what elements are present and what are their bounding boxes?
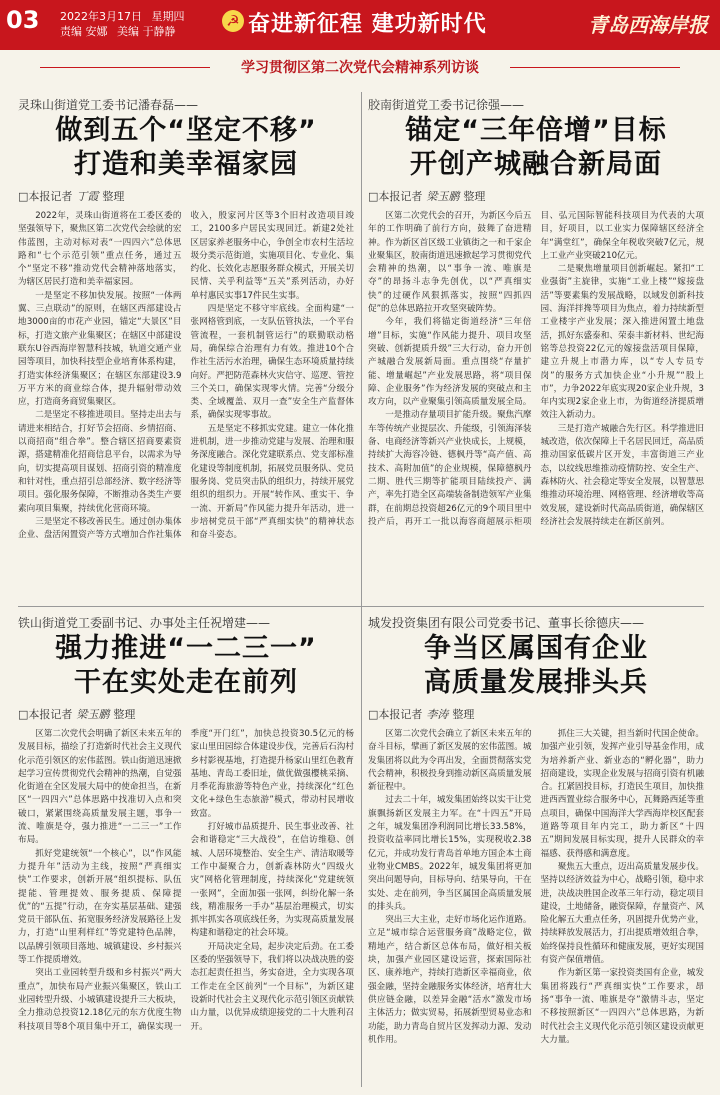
editor-credit: 责编 安娜 (60, 25, 108, 38)
article-byline (18, 188, 354, 204)
paragraph: 一是推动存量项目扩能升级。聚焦汽摩车等传统产业提层次、升能级，引领海泽装备、电商经济等新兴产业快成长，上规模，持续扩大海容冷链、德枫丹等“高产值、高技术、高附加值”的企业规模，保障德枫丹二期、胜代三期等扩能项目陆续投产、满产，率先打造全区高端装备制造领军产业集群，在前期总投资超26亿元的9个项目里中投产后，再开工一批以海容商超展示柜项目、弘元国际智能科技项目为代表的大项目，好项目，以工业实力保障辖区经济全年“满堂红”，确保全年税收突破7亿元，规上工业产业突破210亿元。 (368, 211, 704, 527)
paragraph: 抓好党建统领“一个核心”，以“作风能力提升年”活动为主线，按照“严真细实快”工作要求，创新开展“组织提标、队伍提能、管理提效、服务提质、保障提优”的“五提”行动，在夯实基层基础、建强党员干部队伍、拓宽服务经济发展路径上发力，打造“山里利样红”等党建特色品牌，以品牌引领项目落地、城镇建设、乡村振兴等工作提质增效。 (18, 848, 182, 966)
article-lingzhushan (18, 96, 354, 601)
article-body (368, 728, 704, 1047)
headline-line-2: 高质量发展排头兵 (424, 667, 648, 698)
headline-line-1: 锚定“三年倍增”目标 (405, 115, 667, 146)
headline-line-2: 开创产城融合新局面 (410, 149, 662, 180)
byline-suffix: 整理 (452, 708, 475, 721)
article-body (368, 210, 704, 529)
paragraph: 聚焦五大重点，迈出高质量发展步伐。坚持以经济效益为中心，战略引领，稳中求进，决战决胜国企改革三年行动，稳定项目建设，土地储备，融资保障，存量资产、风险化解五大重点任务，巩固提升优势产业，持续释放发展活力，打出提质增效组合拳，始终保持良性循环和健康发展，更好实现国有资产保值增值。 (540, 861, 704, 966)
byline-suffix: 整理 (113, 708, 136, 721)
paragraph: 区第二次党代会明确了新区未来五年的发展目标，描绘了打造新时代社会主义现代化示范引领区的宏伟蓝图。铁山街道迅速掀起学习宣传贯彻党代会精神的热潮，自觉强化街道在全区发展大局中的使命担当，在新区“一四四六”总体思路中找准切入点和突破口，紧紧围绕高质量发展主题，事争一流、唯旗是夺，强力推进“一二三一”工作布局。 (18, 729, 182, 846)
article-kicker: 灵珠山街道党工委书记潘春磊—— (18, 98, 199, 112)
byline-prefix: □本报记者 (368, 708, 423, 721)
paragraph: 2022年，灵珠山街道将在工委区委的坚强领导下，聚焦区第二次党代会绘就的宏伟蓝图，主动对标对表“一四四六”总体思路和“七个示范引领”重点任务，通过五个“坚定不移”推动党代会精神落地落实，为辖区居民打造和美幸福家园。 (18, 211, 182, 288)
paragraph: 三是坚定不移改善民生。通过创办集体企业、盘活闲置资产等方式增加合作社集体收入，殷家河片区等3个旧村改造项目竣工，2100多户居民实现回迁。新建2处社区居家养老服务中心，争创全市农村生活垃圾分类示范街道，实施项目化、专业化、集约化、长效化志愿服务群众模式，开展关切民情、关乎利益等“五关”系列活动，办好单村惠民实事17件民生实事。 (18, 211, 354, 541)
paragraph: 突出工业园转型升级和乡村振兴“两大重点”，加快布局产业振兴集聚区，铁山工业园转型升级、小城镇建设提升三大板块，全力推动总投资12.18亿元的东方优度生物科技项目等8个项目集中开工，确保实现一季度“开门红”，加快总投资30.5亿元的杨家山里田园综合体建设步伐，完善后石沟村乡村影视基地，打造提升杨家山里红色教育基地、青岛工委旧址，做优做强樱桃采摘、月季花海旅游等特色产业，持续深化“红色文化+绿色生态旅游”模式，带动村民增收致富。 (18, 729, 354, 1032)
byline-prefix: □本报记者 (18, 708, 73, 721)
paragraph: 开局决定全局，起步决定后劲。在工委区委的坚强领导下，我们将以决战决胜的姿态扛起责任担当，务实奋进，全力实现各项工作走在全区前列“一个目标”，为新区建设新时代社会主义现代化示范引领区贡献铁山力量，以优异成绩迎接党的二十大胜利召开。 (190, 941, 354, 1032)
paragraph: 抓住三大关键，担当新时代国企使命。加强产业引领，发挥产业引导基金作用，成为培养新产业、新业态的“孵化器”，助力招商建设，实现企业发展与招商引资有机融合。扛紧固投目标，打造民生项目，加快推进西西置业综合服务中心，瓦舞路西延等重点项目，确保中国海洋大学西海岸校区配套道路等项目年内完工，助力新区“十四五”期间发展目标实现，提升人民群众的幸福感、获得感和满意度。 (540, 729, 704, 859)
series-banner (0, 54, 720, 82)
article-chengfa (368, 614, 704, 1090)
designer-credit: 美编 于静静 (117, 25, 176, 38)
byline-prefix: □本报记者 (368, 190, 423, 203)
paragraph: 三是打造产城融合先行区。科学推进旧城改造，依次保障上千名居民回迁，高品质推动国家低碳片区开发，丰富街道三产业态，以纹线思维推动疫情防控、安全生产、森林防火、社会稳定等安全发展，以智慧思维推动环境治理、网格管理、经济增收等高效发展，建设新时代高品质街道，确保辖区经济社会发展持续走在新区前列。 (540, 423, 704, 527)
series-rule-right (510, 67, 680, 68)
column-divider (361, 92, 362, 1087)
paragraph: 四是坚定不移守牢底线。全面构建“一张网格管到底，一支队伍管执法，一个平台管流程，一套机制管运行”的联勤联动格局，确保综合治理有力有效。推进10个合作社生活污水治理，确保生态环境质量持续向好。严把防范森林火灾信守、巡逻、管控三个关口，确保实现零火情。完善“分级分类、全域覆盖、双月一查”安全生产监督体系，确保实现零事故。 (190, 304, 354, 421)
paragraph: 突出三大主业，走好市场化运作道路。立足“城市综合运营服务商”战略定位，做精地产，结合新区总体布局，做好相关板块，加强产业园区建设运营，探索国际社区、康养地产，持续打造新区幸福商业，依强金融，坚持金融服务实体经济，培育壮大供应链金融，以差异金融“活水”激发市场主体活力；做实贸易，拓展新型贸易业态和功能，助力青岛自贸片区发挥动力源、发动机作用。 (368, 915, 532, 1045)
headline-line-2: 干在实处走在前列 (74, 667, 298, 698)
byline-suffix: 整理 (102, 190, 125, 203)
article-byline (368, 706, 704, 722)
headline-line-1: 强力推进“一二三一” (55, 633, 317, 664)
article-body (18, 210, 354, 542)
paragraph: 二是坚定不移推进项目。坚持走出去与请进来相结合，打好节会招商、乡情招商、以商招商“组合拳”。整合辖区招商要素资源，搭建精准化招商信息平台，以需求为导向，切实提高项目谋划、招商引资的精准度和针对性，重点招引总部经济、数字经济等项目。强化服务保障，不断推动各类生产要素向项目集聚，持续优化营商环境。 (18, 410, 182, 514)
byline-prefix: □本报记者 (18, 190, 73, 203)
paragraph: 打好城市品质提升、民生事业改善、社会和谐稳定“三大战役”，在信访维稳、创城、人居环境整治、安全生产、清洁取暖等工作中凝聚合力，创新森林防火“四级火灾”网格化管理制度，持续深化“党建统领一张网”，全面加强一张网，纠纷化解一条线，精准服务一手办”基层治理模式，切实抓牢抓实各项底线任务，为实现高质量发展构建和谐稳定的社会环境。 (190, 822, 354, 939)
paragraph: 区第二次党代会的召开，为新区今后五年的工作明确了前行方向，鼓舞了奋进精神。作为新区首区级工业镇街之一和千家企业聚集区，胶南街道迅速掀起学习贯彻党代会精神的热潮，以“事争一流、唯旗是夺”的昂扬斗志争先创优，以“严真细实快”的过硬作风狠抓落实，按照“四抓四促”的总体思路拉开攻坚突破阵势。 (368, 211, 532, 315)
article-headline (368, 114, 704, 182)
headline-line-2: 打造和美幸福家园 (74, 149, 298, 180)
article-kicker: 铁山街道党工委副书记、办事处主任祝增建—— (18, 616, 271, 630)
article-kicker: 城发投资集团有限公司党委书记、董事长徐德庆—— (368, 616, 645, 630)
article-jiaonan (368, 96, 704, 601)
issue-weekday: 星期四 (151, 10, 185, 23)
party-emblem-icon: ☭ (222, 10, 244, 32)
reporter-name: 丁霞 (76, 190, 99, 203)
page-number: 03 (6, 6, 40, 34)
article-kicker: 胶南街道党工委书记徐强—— (368, 98, 525, 112)
byline-suffix: 整理 (463, 190, 486, 203)
newspaper-logo: 青岛西海岸报 (588, 13, 708, 37)
issue-info (60, 9, 191, 39)
headline-line-1: 做到五个“坚定不移” (55, 115, 317, 146)
article-headline (18, 632, 354, 700)
paragraph: 今年，我们将锚定街道经济“三年倍增”目标，实施“作风能力提升、项目攻坚突破、创新提质升级”三大行动，奋力开创产城融合发展新局面。重点围绕“存量扩能、增量崛起”产业发展思路，将“项目保障、企业服务”作为经济发展的突破点和主攻方向，以产业聚集引领高质量发展全局。 (368, 317, 532, 408)
section-divider (18, 606, 704, 607)
headline-line-1: 争当区属国有企业 (424, 633, 648, 664)
reporter-name: 梁玉鹏 (76, 708, 110, 721)
masthead (0, 0, 720, 50)
article-tieshan (18, 614, 354, 1090)
series-title: 学习贯彻区第二次党代会精神系列访谈 (241, 60, 479, 76)
series-rule-left (40, 67, 210, 68)
article-body (18, 728, 354, 1034)
paragraph: 二是聚焦增量项目创新崛起。紧扣“工业强街”主旋律，实施“工业上楼”“嫁接盘活”等要素集约发展战略，以域发创新科技园、海洋拌搀等项目为焦点，着力持续新型工业楼宇产业发展；深入推进闲置土地盘活，抓好东盛泰和、荣泰丰新材料、世纪海铭等总投资22亿元的嫁接盘活项目保障，建立升规上市潜力库，以“专人专员专岗”的服务方式加快企业“小升规”“股上市”，力争2022年底实现20家企业升规，3年内实现2家企业上市，为街道经济提质增效注入新动力。 (540, 264, 704, 421)
paragraph: 作为新区第一家投资类国有企业，城发集团将践行“严真细实快”工作要求，昂扬“事争一流、唯旗是夺”激情斗志，坚定不移按照新区“一四四六”总体思路，为新时代社会主义现代化示范引领区建设贡献更大力量。 (540, 968, 704, 1045)
article-headline (18, 114, 354, 182)
paragraph: 过去二十年，城发集团始终以实干让党旗飘扬新区发展主力军。在“十四五”开局之年，城发集团净利润同比增长33.58%，投资收益率同比增长15%，实现税收2.38亿元，并成功发行青岛首单地方国企本土商业物业CMBS。2022年，城发集团将更加突出问题导向，目标导向、结果导向，干在实处、走在前列，争当区属国企高质量发展的排头兵。 (368, 795, 532, 912)
paragraph: 一是坚定不移加快发展。按照“一体两翼、三点联动”的原则，在辖区西部建设占地3000亩的市花产业园，锚定“大景区”目标，打造文旅产业集聚区；在辖区中部建设联东U谷西海岸智慧科技城，轨道交通产业园等项目，加快科技型企业培育体系构建，打造实体经济集聚区；在辖区东部建设3.9万平方米的商业综合体，提升辐射带动效应，打造商务商贸集聚区。 (18, 290, 182, 408)
article-byline (368, 188, 704, 204)
article-headline (368, 632, 704, 700)
reporter-name: 李涛 (426, 708, 449, 721)
masthead-slogan: 奋进新征程 建功新时代 (248, 12, 487, 37)
paragraph: 区第二次党代会确立了新区未来五年的奋斗目标，擘画了新区发展的宏伟蓝图。城发集团将以此为令再出发，全面贯彻落实党代会精神，积极投身到推动新区高质量发展新征程中。 (368, 729, 532, 793)
reporter-name: 梁玉鹏 (426, 190, 460, 203)
article-byline (18, 706, 354, 722)
paragraph: 五是坚定不移抓实党建。建立一体化推进机制，进一步推动党建与发展、治理和服务深度融合。深化党建联系点、党支部标准化建设等制度机制，拓展党员服务队、党员服务岗、党员突击队的组织力，持续开展党组织的组织力。开展“转作风、重实干、争一流、开新局”作风能力提升年活动，进一步培树党员干部“严真细实快”的精神状态和奋斗姿态。 (190, 423, 354, 541)
issue-date: 2022年3月17日 (60, 10, 142, 23)
